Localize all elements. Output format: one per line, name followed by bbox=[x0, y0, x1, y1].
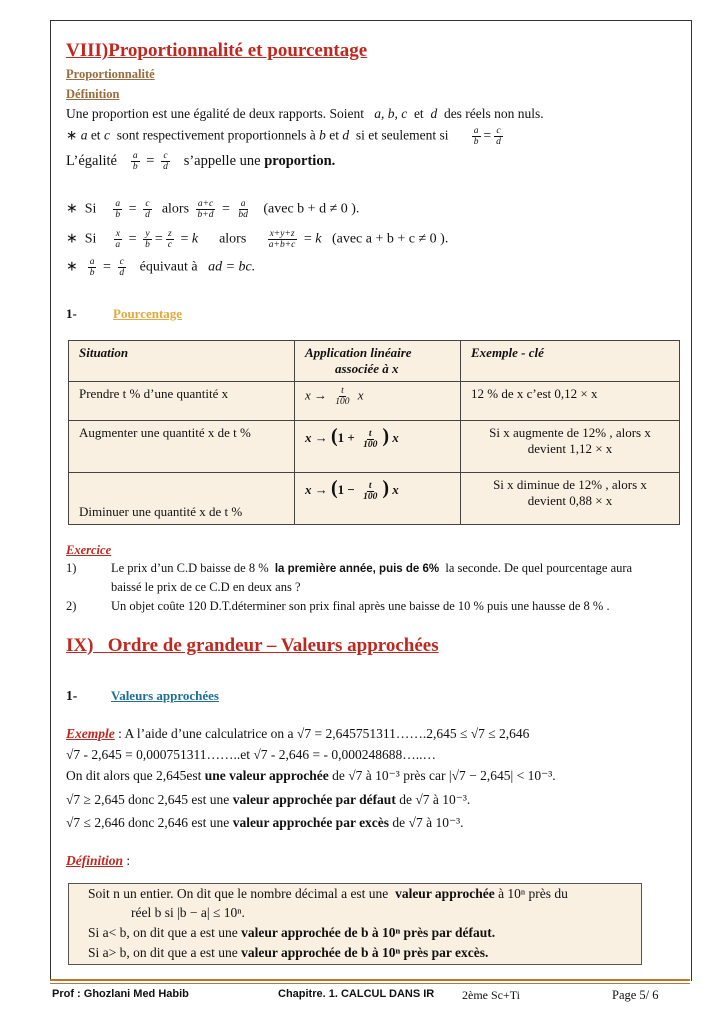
egalite-line: L’égalité $\frac{a}{b}$ = $\frac{c}{d}$ s’appelle une proportion. bbox=[66, 151, 336, 172]
exemple-line-2: √7 - 2,645 = 0,000751311……..et √7 - 2,646 = - 0,000248688…..… bbox=[66, 747, 437, 762]
exemple-line-4: √7 ≥ 2,645 donc 2,645 est une valeur approchée par défaut de √7 à 10⁻³. bbox=[66, 792, 471, 807]
exercice-1-line2: baissé le prix de ce C.D en deux ans ? bbox=[111, 580, 301, 594]
section-title: VIII)Proportionnalité et pourcentage bbox=[66, 40, 368, 61]
header-situation: Situation bbox=[69, 341, 295, 382]
subtitle-proportionnalite: Proportionnalité bbox=[66, 67, 155, 81]
header-application: Application linéaire associée à x bbox=[295, 341, 461, 382]
definition-box-line-4: Si a> b, on dit que a est une valeur approchée de b à 10ⁿ près par excès. bbox=[88, 945, 489, 960]
proportion-table bbox=[68, 340, 680, 525]
cell-situation: Augmenter une quantité x de t % bbox=[69, 421, 295, 473]
footer-page: Page 5/ 6 bbox=[612, 988, 659, 1002]
footer-prof: Prof : Ghozlani Med Habib bbox=[52, 988, 189, 1000]
cell-application: x → (1 − $\frac{t}{100}$ ) x bbox=[295, 473, 461, 525]
exercice-1-number: 1) bbox=[66, 561, 77, 575]
cell-situation: Prendre t % d’une quantité x bbox=[69, 382, 295, 421]
rule-3: ∗ $\frac{a}{b}$ = $\frac{c}{d}$ équivaut à ad = bc. bbox=[66, 257, 256, 278]
cell-exemple: Si x diminue de 12% , alors x devient 0,88 × x bbox=[461, 473, 680, 525]
table-row bbox=[69, 382, 680, 421]
footer-classe: 2ème Sc+Ti bbox=[462, 988, 520, 1002]
cell-situation: Diminuer une quantité x de t % bbox=[69, 473, 295, 525]
subtitle-definition: Définition bbox=[66, 87, 120, 101]
cell-exemple: 12 % de x c’est 0,12 × x bbox=[461, 382, 680, 421]
exemple-line-5: √7 ≤ 2,646 donc 2,646 est une valeur approchée par excès de √7 à 10⁻³. bbox=[66, 815, 464, 830]
exercice-1-text: Le prix d’un C.D baisse de 8 % la première année, puis de 6% la seconde. De quel pourcentage aura bbox=[111, 561, 633, 575]
definition-box-line-3: Si a< b, on dit que a est une valeur approchée de b à 10ⁿ près par défaut. bbox=[88, 925, 496, 940]
table-row bbox=[69, 473, 680, 525]
valeurs-number: 1- bbox=[66, 688, 78, 703]
rule-1: ∗ Si $\frac{a}{b}$ = $\frac{c}{d}$ alors $\frac{a+c}{b+d}$ = $\frac{a}{bd}$ (avec b + d ≠ 0 ). bbox=[66, 199, 360, 220]
exercice-2-number: 2) bbox=[66, 599, 77, 613]
valeurs-title: Valeurs approchées bbox=[111, 688, 219, 703]
section-9-title: IX) Ordre de grandeur – Valeurs approchées bbox=[66, 635, 439, 656]
pourcentage-number: 1- bbox=[66, 306, 77, 321]
cell-application: x → (1 + $\frac{t}{100}$ ) x bbox=[295, 421, 461, 473]
definition-label: Définition : bbox=[66, 853, 131, 868]
definition-box-line-2: réel b si |b − a| ≤ 10ⁿ. bbox=[131, 905, 245, 920]
exercice-title: Exercice bbox=[66, 543, 112, 557]
table-row bbox=[69, 421, 680, 473]
footer-rule-thin bbox=[50, 983, 690, 984]
definition-line: Une proportion est une égalité de deux rapports. Soient a, b, c et d des réels non nuls. bbox=[66, 106, 544, 121]
exercice-2-text: Un objet coûte 120 D.T.déterminer son prix final après une baisse de 10 % puis une hausse de 8 % . bbox=[111, 599, 610, 613]
footer-rule bbox=[50, 979, 690, 981]
pourcentage-title: Pourcentage bbox=[113, 306, 183, 321]
cell-exemple: Si x augmente de 12% , alors x devient 1,12 × x bbox=[461, 421, 680, 473]
exemple-line: Exemple : A l’aide d’une calculatrice on a √7 = 2,645751311…….2,645 ≤ √7 ≤ 2,646 bbox=[66, 726, 530, 741]
proportional-line: ∗ a et c sont respectivement proportionnels à b et d si et seulement si $\frac{a}{b}$ = $\frac{c}{d}$ bbox=[66, 126, 501, 147]
footer-chapitre: Chapitre. 1. CALCUL DANS IR bbox=[278, 988, 435, 1000]
header-exemple: Exemple - clé bbox=[461, 341, 680, 382]
rule-2: ∗ Si $\frac{x}{a}$ = $\frac{y}{b}$ = $\frac{z}{c}$ = k alors $\frac{x+y+z}{a+b+c}$ = k (avec a + b + c ≠ 0 ). bbox=[66, 229, 449, 250]
table-header-row bbox=[69, 341, 680, 382]
exemple-line-3: On dit alors que 2,645est une valeur approchée de √7 à 10⁻³ près car |√7 − 2,645| < 10⁻³. bbox=[66, 768, 556, 783]
definition-box-line-1: Soit n un entier. On dit que le nombre décimal a est une valeur approchée à 10ⁿ près du bbox=[88, 886, 568, 901]
cell-application: x → $\frac{t}{100}$ x bbox=[295, 382, 461, 421]
